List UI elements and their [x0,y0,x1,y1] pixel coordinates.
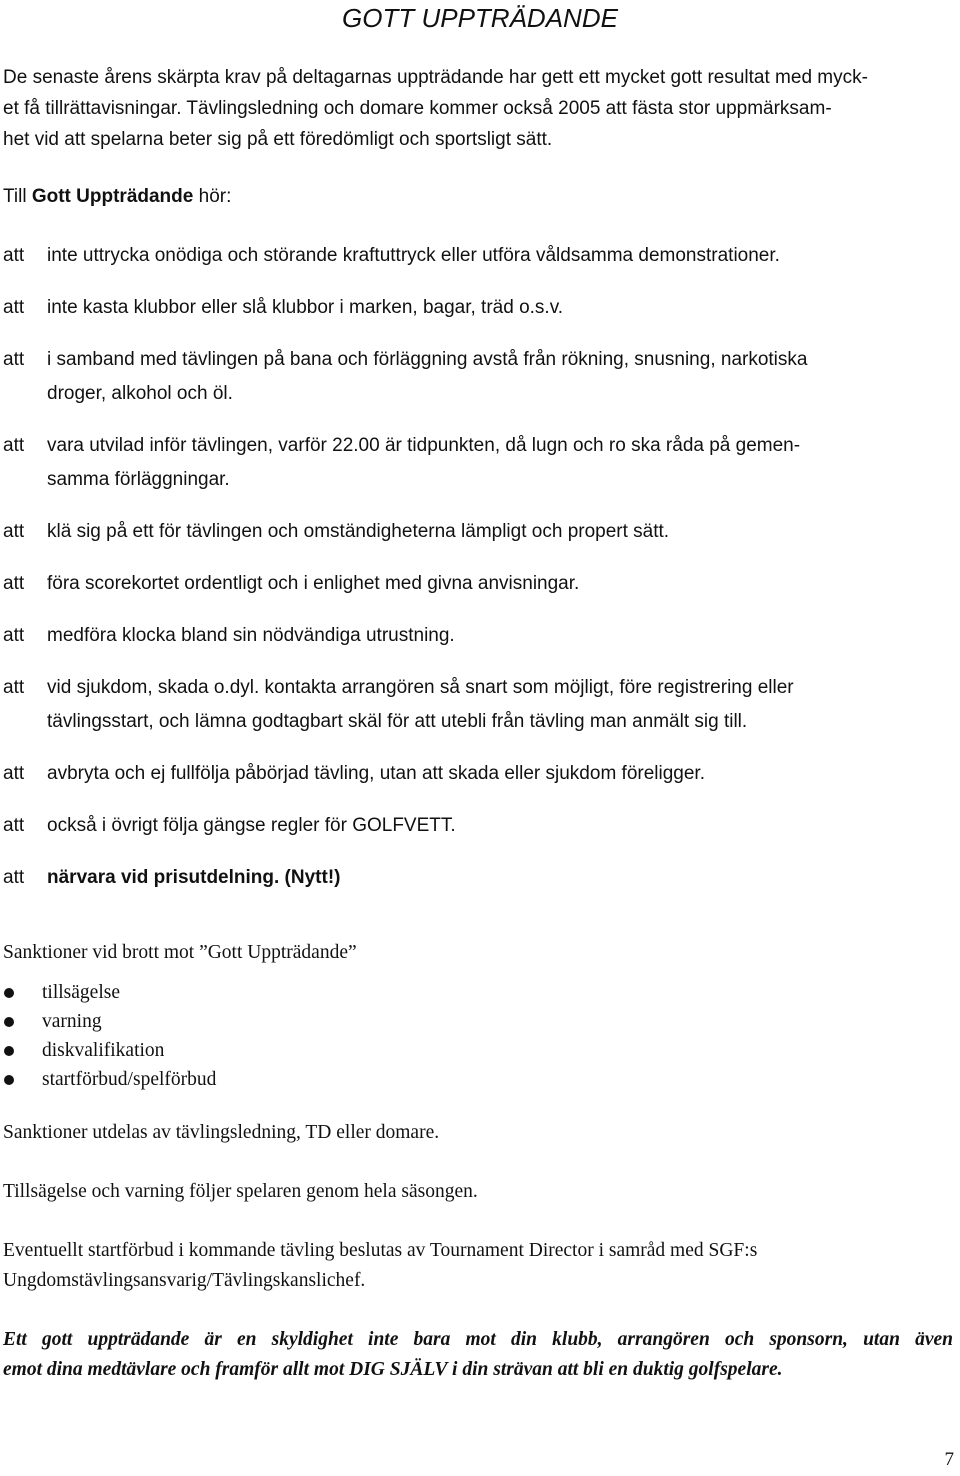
rule-text [47,861,953,895]
rule-item [3,343,953,411]
rule-item [3,291,953,325]
rule-text [47,757,953,791]
rule-item [3,515,953,549]
rule-item [3,671,953,739]
rule-item [3,567,953,601]
closing-line: emot dina medtävlare och framför allt mot DIG SJÄLV i din strävan att bli en duktig golfspelare. [3,1359,783,1380]
rule-line: samma förläggningar. [47,469,230,490]
sanctions-list [3,978,953,1094]
rule-prefix: att [3,677,25,698]
bullet-icon [4,1046,14,1056]
rule-line: avbryta och ej fullfölja påbörjad tävling, utan att skada eller sjukdom föreligger. [47,763,705,784]
intro-line: De senaste årens skärpta krav på deltagarnas uppträdande har gett ett mycket gott resultat med myck- [3,67,868,88]
rule-text [47,671,953,739]
rule-prefix: att [3,435,25,456]
rule-line: närvara vid prisutdelning. (Nytt!) [47,867,341,888]
rules-heading [3,181,231,212]
rules-list [3,239,953,913]
rule-line: droger, alkohol och öl. [47,383,233,404]
sanctions-section [3,938,953,1385]
rule-line: inte kasta klubbor eller slå klubbor i marken, bagar, träd o.s.v. [47,297,564,318]
rule-text [47,343,953,411]
rule-text [47,429,953,497]
rule-prefix: att [3,297,25,318]
page-title: GOTT UPPTRÄDANDE [342,3,618,33]
bullet-icon [4,988,14,998]
page-number: 7 [944,1449,954,1470]
rule-line: tävlingsstart, och lämna godtagbart skäl för att utebli från tävling man anmält sig till. [47,711,748,732]
sanction-label: diskvalifikation [42,1039,165,1061]
rules-heading-bold: Gott Uppträdande [31,186,194,207]
paragraph-sanctions-issued: Sanktioner utdelas av tävlingsledning, TD eller domare. [3,1122,440,1143]
rule-item [3,757,953,791]
list-item [3,1065,953,1094]
rule-text [47,567,953,601]
rule-item [3,619,953,653]
rule-text [47,515,953,549]
rule-line: inte uttrycka onödiga och störande kraftuttryck eller utföra våldsamma demonstrationer. [47,245,780,266]
rule-line: i samband med tävlingen på bana och förläggning avstå från rökning, snusning, narkotiska [47,349,808,370]
rule-text [47,619,953,653]
rule-prefix: att [3,245,25,266]
rule-item [3,809,953,843]
rule-text [47,809,953,843]
rules-heading-suffix: hör: [193,186,232,207]
bullet-icon [4,1075,14,1085]
rule-line: medföra klocka bland sin nödvändiga utrustning. [47,625,455,646]
closing-line: Ett gott uppträdande är en skyldighet inte bara mot din klubb, arrangören och sponsorn, utan även [3,1329,953,1350]
rule-prefix: att [3,521,25,542]
bullet-icon [4,1017,14,1027]
sanction-label: startförbud/spelförbud [42,1068,217,1090]
paragraph-warnings: Tillsägelse och varning följer spelaren genom hela säsongen. [3,1181,478,1202]
paragraph-line: Ungdomstävlingsansvarig/Tävlingskanslichef. [3,1270,366,1291]
rule-prefix: att [3,867,25,888]
sanctions-heading: Sanktioner vid brott mot ”Gott Uppträdande” [3,942,357,963]
rule-line: föra scorekortet ordentligt och i enlighet med givna anvisningar. [47,573,580,594]
rule-text [47,291,953,325]
closing-statement [3,1325,953,1385]
rule-line: vara utvilad inför tävlingen, varför 22.00 är tidpunkten, då lugn och ro ska råda på gemen- [47,435,801,456]
rule-item [3,239,953,273]
rule-prefix: att [3,763,25,784]
paragraph-start-ban [3,1236,953,1296]
list-item [3,1036,953,1065]
rule-text [47,239,953,273]
paragraph-line: Eventuellt startförbud i kommande tävling beslutas av Tournament Director i samråd med SGF:s [3,1240,758,1261]
rule-prefix: att [3,573,25,594]
rule-prefix: att [3,625,25,646]
rule-prefix: att [3,349,25,370]
sanction-label: tillsägelse [42,981,120,1003]
list-item [3,1007,953,1036]
rule-line: vid sjukdom, skada o.dyl. kontakta arrangören så snart som möjligt, före registrering eller [47,677,794,698]
intro-paragraph [3,62,953,155]
rule-line: också i övrigt följa gängse regler för GOLFVETT. [47,815,456,836]
list-item [3,978,953,1007]
rule-item [3,429,953,497]
rule-item [3,861,953,895]
sanction-label: varning [42,1010,102,1032]
intro-line: et få tillrättavisningar. Tävlingsledning och domare kommer också 2005 att fästa stor uppmärksam- [3,98,832,119]
rules-heading-prefix: Till [3,186,32,207]
rule-line: klä sig på ett för tävlingen och omständigheterna lämpligt och propert sätt. [47,521,670,542]
rule-prefix: att [3,815,25,836]
intro-line: het vid att spelarna beter sig på ett föredömligt och sportsligt sätt. [3,129,553,150]
